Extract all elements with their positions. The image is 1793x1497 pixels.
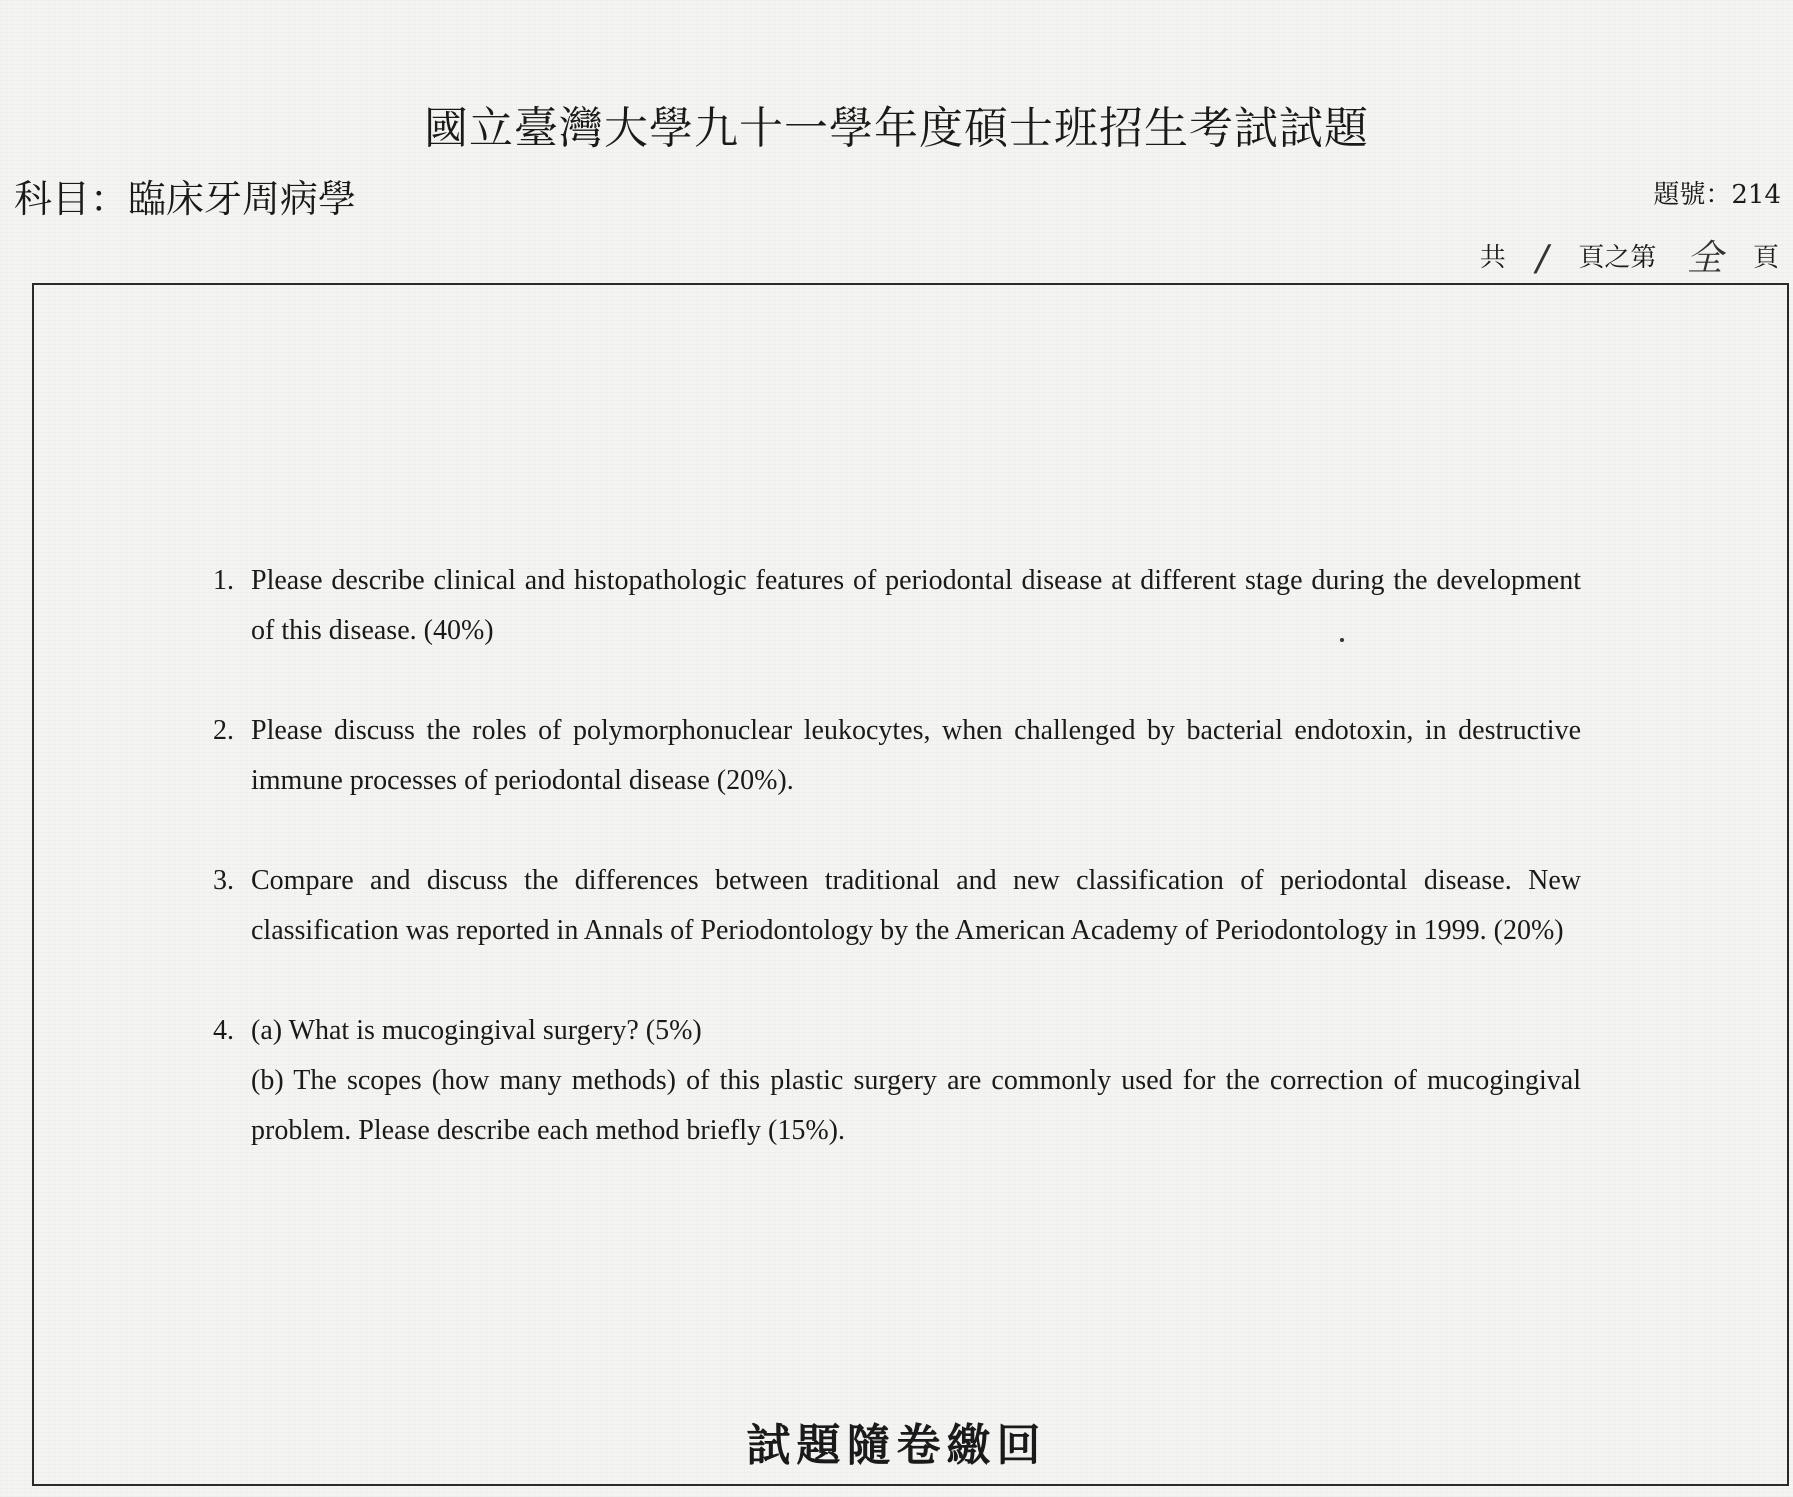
question-item — [213, 1006, 1581, 1156]
question-text: Please describe clinical and histopathologic features of periodontal disease at different stage during the development of this disease. (40%) — [251, 565, 1581, 646]
question-number: 題號：214 — [1653, 180, 1781, 210]
scan-speck — [1340, 638, 1344, 642]
subject-label: 科目：臨床牙周病學 — [14, 177, 357, 221]
question-part-b: (b) The scopes (how many methods) of this plastic surgery are commonly used for the correction of mucogingival problem. Please describe each method briefly (15%). — [251, 1065, 1581, 1146]
question-number-label: 3. — [213, 865, 234, 896]
question-list — [213, 556, 1581, 1206]
exam-title: 國立臺灣大學九十一學年度碩士班招生考試試題 — [424, 103, 1369, 154]
question-item — [213, 556, 1581, 656]
page-total-prefix: 共 — [1479, 243, 1506, 273]
question-number-label: 2. — [213, 715, 234, 746]
page-mid-label: 頁之第 — [1578, 243, 1657, 273]
question-item — [213, 706, 1581, 806]
return-notice: 試題隨卷繳回 — [746, 1420, 1047, 1471]
page-total-value: / — [1536, 238, 1549, 279]
page-count — [1480, 230, 1779, 281]
question-part-a: (a) What is mucogingival surgery? (5%) — [251, 1015, 702, 1046]
question-number-label: 1. — [213, 565, 234, 596]
question-item — [213, 856, 1581, 956]
question-text: Please discuss the roles of polymorphonuclear leukocytes, when challenged by bacterial endotoxin, in destructive immune processes of periodontal disease (20%). — [251, 715, 1581, 796]
page-current-value: 全 — [1686, 238, 1723, 279]
question-text: Compare and discuss the differences between traditional and new classification of periodontal disease. New classification was reported in Annals of Periodontology by the American Academy of Periodontology in 1999. (20%) — [251, 865, 1581, 946]
page-suffix: 頁 — [1752, 243, 1779, 273]
question-number-label: 4. — [213, 1015, 234, 1046]
